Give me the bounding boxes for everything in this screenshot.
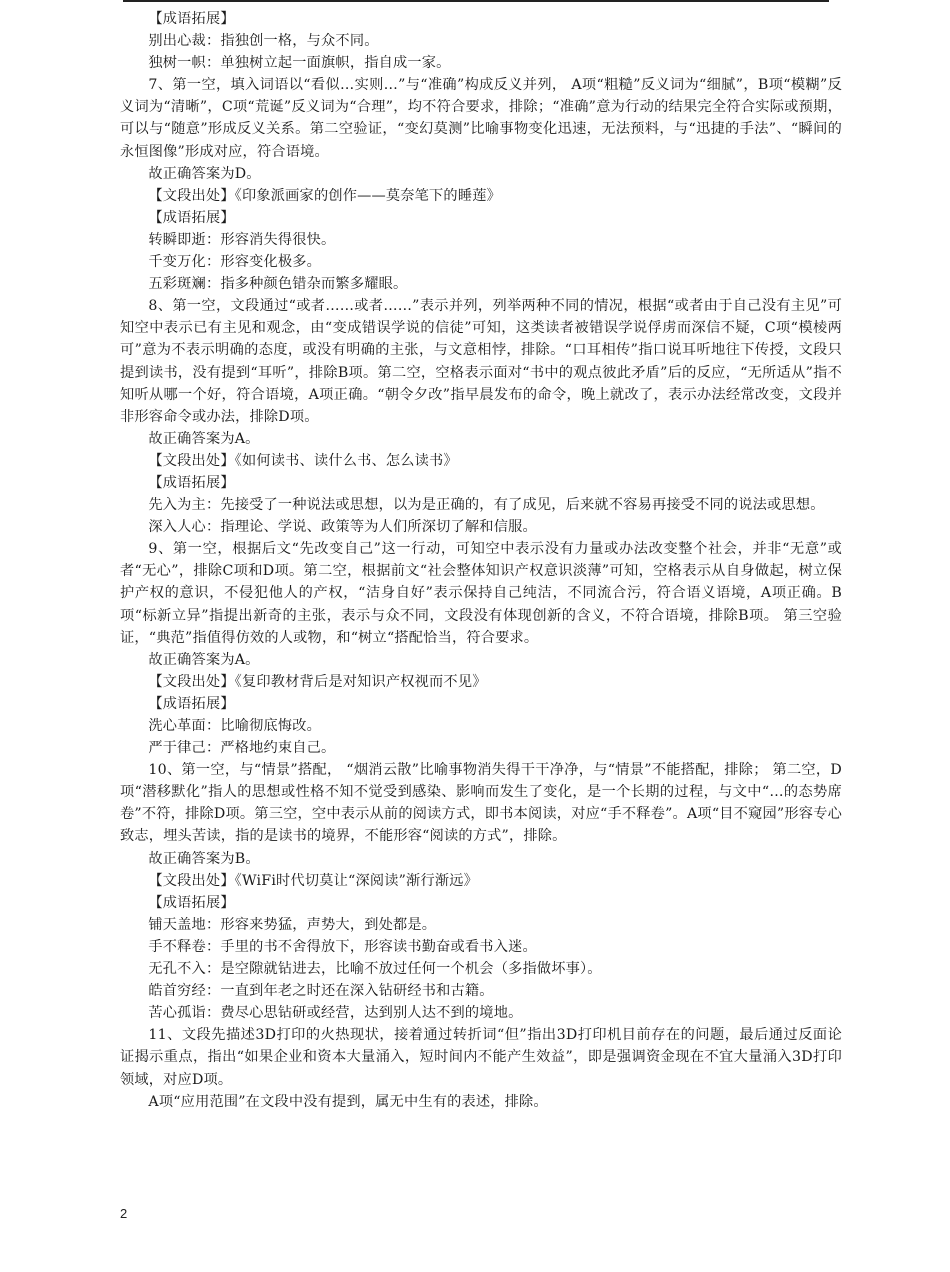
idiom-definition: 独树一帜：单独树立起一面旗帜，指自成一家。 (148, 55, 451, 72)
source-reference: 【文段出处】《如何读书、读什么书、怎么读书》 (148, 452, 458, 469)
correct-answer: 故正确答案为A。 (148, 651, 260, 668)
correct-answer: 故正确答案为A。 (148, 430, 260, 447)
idiom-definition: 手不释卷：手里的书不舍得放下，形容读书勤奋或看书入迷。 (148, 938, 537, 955)
page-number: 2 (120, 1206, 128, 1221)
idiom-definition: 别出心裁：指独创一格，与众不同。 (148, 33, 379, 50)
idiom-definition: 先入为主：先接受了一种说法或思想，以为是正确的，有了成见，后来就不容易再接受不同的说法或思想。 (148, 497, 825, 514)
source-reference: 【文段出处】《印象派画家的创作——莫奈笔下的睡莲》 (148, 187, 501, 204)
correct-answer: 故正确答案为B。 (148, 850, 260, 867)
section-heading: 【成语拓展】 (148, 894, 235, 911)
option-analysis: A项“应用范围”在文段中没有提到，属无中生有的表述，排除。 (148, 1093, 548, 1110)
idiom-definition: 无孔不入：是空隙就钻进去，比喻不放过任何一个机会（多指做坏事）。 (148, 961, 602, 978)
answer-explanation: 8、第一空，文段通过“或者……或者……”表示并列，列举两种不同的情况，根据“或者由于自己没有主见”可知空中表示已有主见和观念，由“变成错误学说的信徒”可知，这类读者被错误学说俘虏而深信不疑，C项“模棱两可”意为不表示明确的态度，或没有明确的主张，与文意相悖，排除。“口耳相传”指口说耳听地往下传授，文段只提到读书，没有提到“耳听”，排除B项。第二空，空格表示面对“书中的观点彼此矛盾”后的反应，“无所适从”指不知听从哪一个好，符合语境，A项正确。“朝令夕改”指早晨发布的命令，晚上就改了，表示办法经常改变，文段并非形容命令或办法，排除D项。 (120, 298, 842, 425)
source-reference: 【文段出处】《复印教材背后是对知识产权视而不见》 (148, 673, 487, 690)
idiom-definition: 严于律己：严格地约束自己。 (148, 740, 336, 757)
answer-explanation: 10、第一空，与“情景”搭配， “烟消云散”比喻事物消失得干干净净，与“情景”不能搭配，排除； 第二空，D项“潜移默化”指人的思想或性格不知不觉受到感染、影响而发生了变化，是一个长期的过程，与文中“…的态势席卷”不符，排除D项。第三空，空中表示从前的阅读方式，即书本阅读，对应“手不释卷”。A项“目不窥园”形容专心致志，埋头苦读，指的是读书的境界，不能形容“阅读的方式”，排除。 (120, 762, 842, 845)
idiom-definition: 皓首穷经：一直到年老之时还在深入钻研经书和古籍。 (148, 983, 494, 1000)
section-heading: 【成语拓展】 (148, 474, 235, 491)
idiom-definition: 五彩斑斓：指多种颜色错杂而繁多耀眼。 (148, 276, 408, 293)
idiom-definition: 转瞬即逝：形容消失得很快。 (148, 231, 336, 248)
section-heading: 【成语拓展】 (148, 11, 235, 27)
idiom-definition: 苦心孤诣：费尽心思钻研或经营，达到别人达不到的境地。 (148, 1005, 523, 1022)
section-heading: 【成语拓展】 (148, 209, 235, 226)
correct-answer: 故正确答案为D。 (148, 165, 261, 182)
answer-explanation: 9、第一空，根据后文“先改变自己”这一行动，可知空中表示没有力量或办法改变整个社会，并非“无意”或者“无心”，排除C项和D项。第二空，根据前文“社会整体知识产权意识淡薄”可知，空格表示从自身做起，树立保护产权的意识，不侵犯他人的产权，“洁身自好”表示保持自己纯洁，不同流合污，符合语义语境，A项正确。B项“标新立异”指提出新奇的主张，表示与众不同，文段没有体现创新的含义，不符合语境，排除B项。 第三空验证，“典范”指值得仿效的人或物，和“树立“搭配恰当，符合要求。 (120, 541, 842, 646)
header-rule (123, 0, 829, 2)
source-reference: 【文段出处】《WiFi时代切莫让“深阅读”渐行渐远》 (148, 872, 478, 889)
answer-explanation: 11、文段先描述3D打印的火热现状，接着通过转折词“但”指出3D打印机目前存在的问题，最后通过反面论证揭示重点，指出“如果企业和资本大量涌入，短时间内不能产生效益”，即是强调资金现在不宜大量涌入3D打印领域，对应D项。 (120, 1027, 842, 1088)
answer-explanation: 7、第一空，填入词语以“看似…实则…”与“准确”构成反义并列， A项“粗糙”反义词为“细腻”，B项“模糊”反义词为“清晰”，C项“荒诞”反义词为“合理”，均不符合要求，排除；“准确”意为行动的结果完全符合实际或预期，可以与“随意”形成反义关系。第二空验证，“变幻莫测”比喻事物变化迅速，无法预料，与“迅捷的手法”、“瞬间的永恒图像”形成对应，符合语境。 (120, 77, 842, 160)
idiom-definition: 千变万化：形容变化极多。 (148, 254, 322, 271)
idiom-definition: 深入人心：指理论、学说、政策等为人们所深切了解和信服。 (148, 519, 537, 536)
section-heading: 【成语拓展】 (148, 695, 235, 712)
idiom-definition: 洗心革面：比喻彻底悔改。 (148, 718, 322, 734)
document-body (120, 8, 842, 1113)
idiom-definition: 铺天盖地：形容来势猛，声势大，到处都是。 (148, 916, 437, 933)
